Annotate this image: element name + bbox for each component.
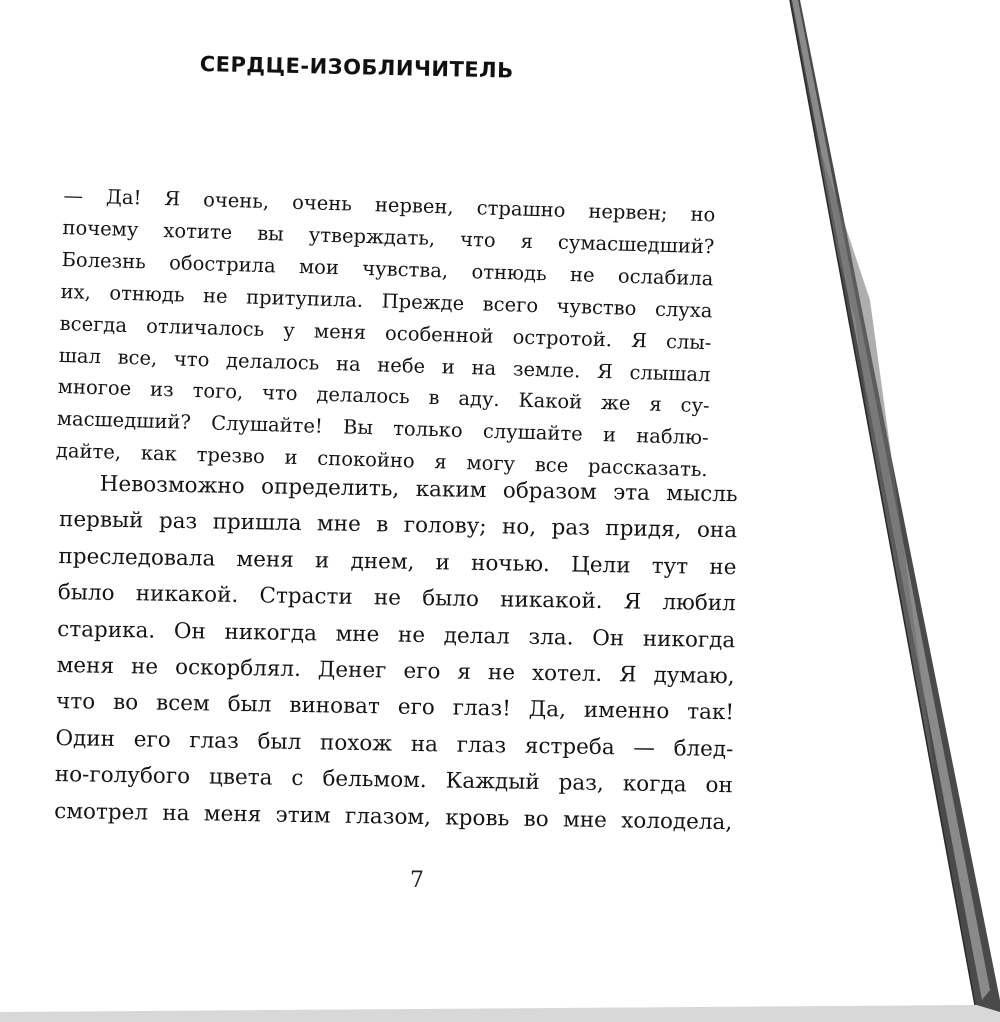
text-line: первый раз пришла мне в голову; но, раз придя, она	[58, 507, 738, 544]
text-line: масшедший? Слушайте! Вы только слушайте и наблю-	[56, 407, 709, 450]
page-number: 7	[410, 868, 424, 893]
text-line: было никакой. Страсти не было никакой. Я любил	[57, 580, 737, 617]
text-line: Один его глаз был похож на глаз ястреба — блед-	[55, 725, 734, 763]
text-line: дайте, как трезво и спокойно я могу все рассказать.	[55, 439, 709, 482]
paragraph-1	[55, 180, 715, 486]
text-line: но-голубого цвета с бельмом. Каждый раз, когда он	[54, 762, 733, 799]
chapter-title: СЕРДЦЕ-ИЗОБЛИЧИТЕЛЬ	[199, 52, 514, 83]
text-line: шал все, что делалось на небе и на земле. Я слышал	[58, 343, 711, 386]
text-line: что во всем был виноват его глаз! Да, именно так!	[55, 689, 735, 726]
text-line: — Да! Я очень, очень нервен, страшно нервен; но	[63, 183, 716, 227]
text-line: всегда отличалось у меня особенной остротой. Я слы-	[59, 311, 712, 354]
text-line: старика. Он никогда мне не делал зла. Он никогда	[57, 616, 736, 653]
paragraph-2	[54, 466, 738, 841]
text-line: меня не оскорблял. Денег его я не хотел. Я думаю,	[56, 653, 735, 690]
text-line: почему хотите вы утверждать, что я сумасшедший?	[62, 215, 715, 259]
text-line: Невозможно определить, каким образом эта мысль	[99, 471, 738, 508]
text-line: многое из того, что делалось в аду. Какой же я су-	[57, 375, 710, 418]
text-line: Болезнь обострила мои чувства, отнюдь не ослабила	[61, 247, 714, 291]
text-line: смотрел на меня этим глазом, кровь во мне холодела,	[54, 798, 733, 835]
text-line: их, отнюдь не притупила. Прежде всего чувство слуха	[60, 279, 713, 323]
text-line: преследовала меня и днем, и ночью. Цели тут не	[58, 543, 737, 581]
